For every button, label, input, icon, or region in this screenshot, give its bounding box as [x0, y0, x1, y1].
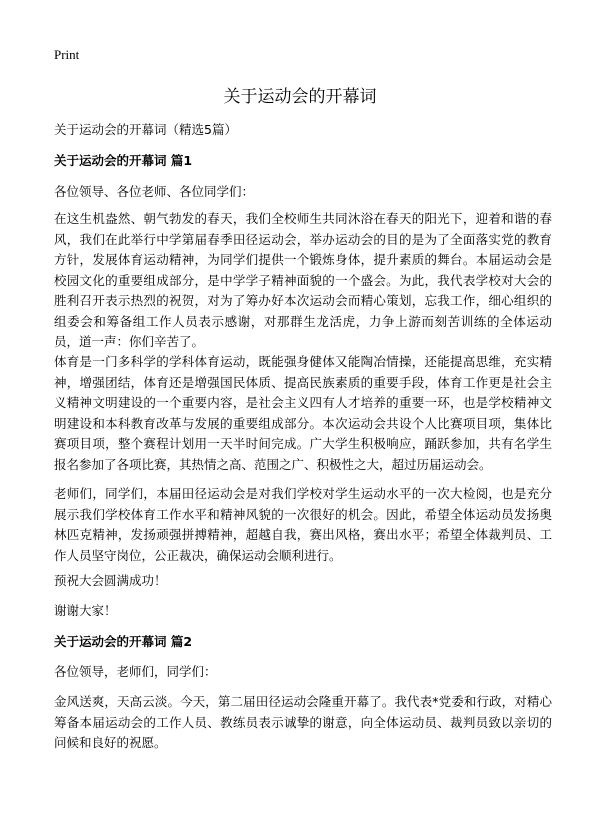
- document-subtitle: 关于运动会的开幕词（精选5篇）: [54, 122, 237, 137]
- section-1-paragraph-3: 老师们，同学们，本届田径运动会是对我们学校对学生运动水平的一次大检阅，也是充分展示我们学校体育工作水平和精神风貌的一次很好的机会。因此，希望全体运动员发扬奥林匹克精神，发扬顽强拼搏精神，超越自我，赛出风格，赛出水平；希望全体裁判员、工作人员坚守岗位，公正裁决，确保运动会顺利进行。: [54, 486, 552, 563]
- section-1-greeting: 各位领导、各位老师、各位同学们：: [54, 184, 255, 199]
- section-2-greeting: 各位领导，老师们，同学们：: [54, 664, 217, 679]
- page-title: 关于运动会的开幕词: [223, 87, 377, 107]
- section-2-heading: 关于运动会的开幕词 篇2: [54, 634, 193, 649]
- section-1-paragraph-1: 在这生机盎然、朝气勃发的春天，我们全校师生共同沐浴在春天的阳光下，迎着和谐的春风，我们在此举行中学第届春季田径运动会，举办运动会的目的是为了全面落实党的教育方针，发展体育运动精神，为同学们提供一个锻炼身体，提升素质的舞台。本届运动会是校园文化的重要组成部分，是中学学子精神面貌的一个盛会。为此，我代表学校对大会的胜利召开表示热烈的祝贺，对为了筹办好本次运动会而精心策划，忘我工作，细心组织的组委会和筹备组工作人员表示感谢，对那群生龙活虎，力争上游而刻苦训练的全体运动员，道一声：你们辛苦了。: [54, 211, 552, 349]
- section-1-paragraph-2: 体育是一门多科学的学科体育运动，既能强身健体又能陶冶情操，还能提高思维，充实精神，增强团结，体育还是增强国民体质、提高民族素质的重要手段，体育工作更是社会主义精神文明建设的一个重要内容，是社会主义四有人才培养的重要一环，也是学校精神文明建设和本科教育改革与发展的重要组成部分。本次运动会共设个人比赛项目项，集体比赛项目项，整个赛程计划用一天半时间完成。广大学生积极响应，踊跃参加，共有名学生报名参加了各项比赛，其热情之高、范围之广、积极性之大，超过历届运动会。: [54, 354, 552, 472]
- section-1-heading: 关于运动会的开幕词 篇1: [54, 153, 193, 168]
- section-1-closing-wish: 预祝大会圆满成功！: [54, 573, 167, 588]
- section-1-closing-thanks: 谢谢大家！: [54, 603, 117, 618]
- print-link[interactable]: Print: [54, 47, 80, 62]
- section-2-paragraph-1: 金风送爽，天高云淡。今天，第二届田径运动会隆重开幕了。我代表*党委和行政，对精心筹备本届运动会的工作人员、教练员表示诚挚的谢意，向全体运动员、裁判员致以亲切的问候和良好的祝愿。: [54, 694, 552, 750]
